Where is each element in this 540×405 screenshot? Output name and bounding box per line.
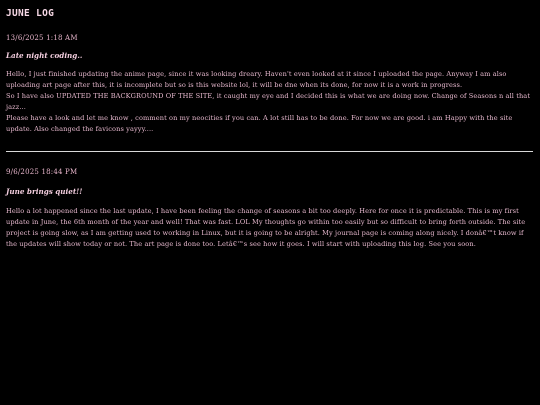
entry-date: 13/6/2025 1:18 AM [6, 34, 78, 42]
entry-paragraph: So I have also UPDATED THE BACKGROUND OF THE SITE, it caught my eye and I decided this is what we are doing now. Change of Seasons n all that jazz... [6, 92, 531, 111]
entry-heading: Late night coding.. [6, 51, 83, 60]
entry-heading: June brings quiet!! [6, 187, 83, 196]
log-entry-june-brings-quiet [6, 167, 533, 250]
entry-date: 9/6/2025 18:44 PM [6, 168, 78, 176]
entry-body [6, 69, 533, 135]
entry-paragraph: Hello a lot happened since the last update, I have been feeling the change of seasons a bit too deeply. Here for once it is predictable. This is my first update in June, the 6th month of the year and well! That was fast. LOL My thoughts go within too easily but so difficult to bring forth outside. The site project is going slow, as I am getting used to working in Linux, but it is going to be alright. My journal page is coming along nicely. I donâ€™t know if the updates will show today or not. The art page is done too. Letâ€™s see how it goes. I will start with uploading this log. See you soon. [6, 207, 526, 248]
entry-paragraph: Hello, I just finished updating the anime page, since it was looking dreary. Haven't even looked at it since I uploaded the page. Anyway I am also uploading art page after this, it is incomplete but so is this website lol, it will be dne when its done, for now it is a work in progress. [6, 70, 507, 89]
entry-body [6, 206, 533, 250]
entry-divider [6, 151, 533, 152]
page-title: JUNE LOG [6, 8, 55, 19]
log-entry-late-night-coding [6, 33, 533, 135]
entry-paragraph: Please have a look and let me know , comment on my neocities if you can. A lot still has to be done. For now we are good. i am Happy with the site update. Also changed the favicons yayyy.... [6, 114, 513, 133]
